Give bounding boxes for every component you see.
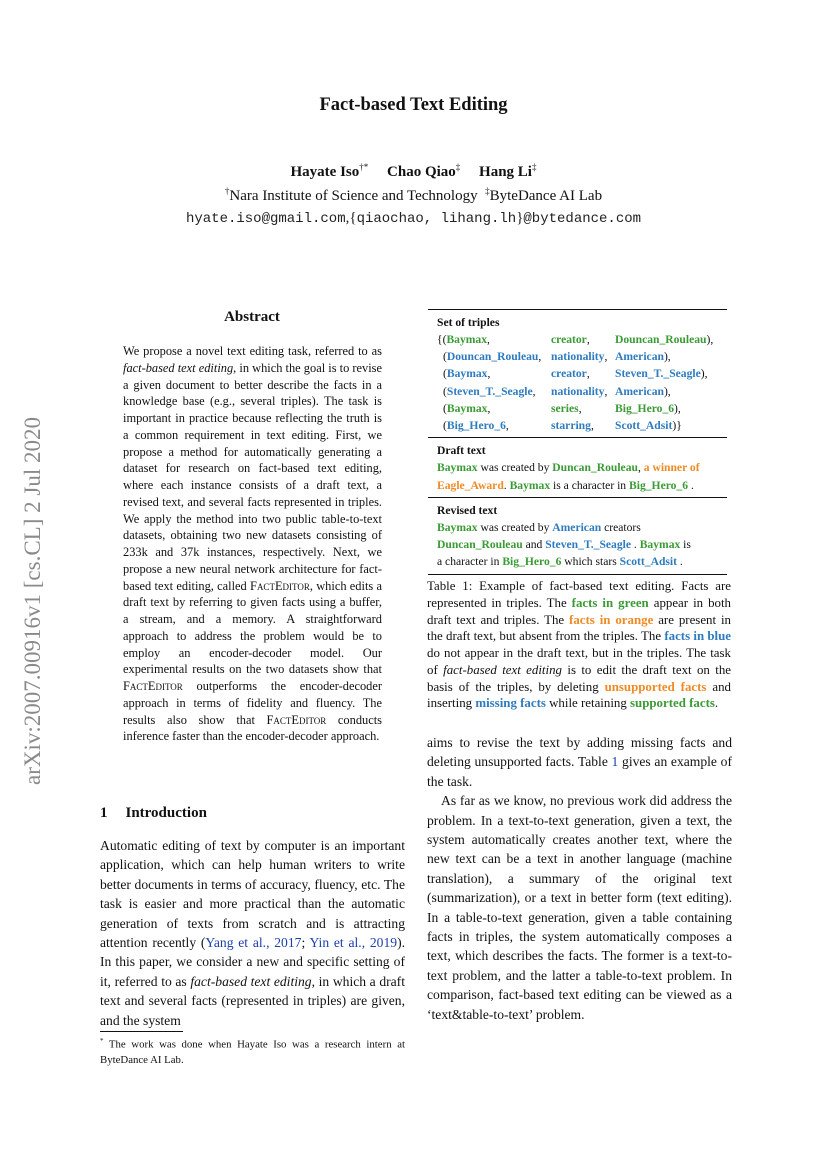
revised-heading: Revised text [437, 503, 498, 517]
triple-predicate: starring [551, 419, 591, 433]
footnote [100, 1034, 405, 1068]
author [479, 164, 536, 180]
right-column-text [427, 733, 732, 1024]
citation-link[interactable]: 1 [611, 754, 619, 770]
paper-title: Fact-based Text Editing [319, 95, 508, 115]
email: hyate.iso@gmail.com [185, 211, 346, 227]
triple: {(Baymax, creator, Douncan_Rouleau), [437, 333, 714, 346]
revised-text [437, 519, 718, 571]
triple-object: Scott_Adsit [615, 419, 673, 433]
text-run: Duncan_Rouleau [437, 538, 523, 552]
table-1 [428, 309, 727, 575]
author-name: Chao Qiao [387, 164, 456, 180]
text-run: creators [601, 520, 641, 534]
triple-predicate: creator [551, 333, 587, 346]
triple-object: Big_Hero_6 [615, 401, 675, 415]
section-number: 1 [100, 805, 108, 821]
text-run: a winner of [643, 461, 700, 475]
text-run: , in which the goal is to revise a given document to better describe the facts in a knowledge base (e.g., several triples). The task is important in practice because reflecting the truth is a common requirement in text editing. First, we propose a method for automatically generating a dataset for research on fact-based text editing, where each instance consists of a draft text, a revised text, and several facts represented in triples. We apply the method into two public table-to-text datasets, obtaining two new datasets consisting of 233k and 37k instances, respectively. Next, we propose a new neural network architecture for fact-based text editing, called [123, 360, 382, 593]
revised-section [428, 498, 727, 574]
text-line [437, 459, 718, 476]
text-run: a character in [437, 555, 503, 569]
text-run: fact-based text editing [443, 662, 562, 677]
affil-mark: ‡ [485, 186, 490, 196]
table-caption [427, 578, 731, 712]
text-run: FactEditor [123, 679, 183, 693]
footnote-mark: * [100, 1037, 104, 1045]
text-run: Duncan_Rouleau [552, 461, 638, 475]
triples-list [437, 331, 718, 434]
text-run: American [552, 520, 602, 534]
text-run: . [714, 696, 719, 711]
text-run: Baymax [437, 520, 478, 534]
paragraph [427, 791, 732, 1024]
author-emails: hyate.iso@gmail.com,{qiaochao, lihang.lh}@bytedance.com [185, 210, 642, 227]
draft-section [428, 438, 727, 497]
email-domain: @bytedance.com [523, 211, 642, 227]
triple-predicate: nationality [551, 350, 605, 364]
triple-subject: Steven_T._Seagle [446, 384, 533, 398]
author [387, 164, 460, 180]
author-mark: ‡ [455, 162, 461, 172]
text-run: fact-based text editing [190, 973, 312, 989]
triple-predicate: series [551, 401, 579, 415]
text-run: outperforms the encoder-decoder approach in terms of fidelity and fluency. The results also show that [123, 679, 382, 727]
citation-link[interactable]: Yin et al., 2019 [309, 935, 398, 951]
text-run: supported facts [630, 696, 715, 711]
triple-subject: Baymax [446, 333, 488, 346]
draft-text [437, 459, 718, 494]
triple-object: Steven_T._Seagle [615, 367, 701, 381]
text-run: aims to revise the text by adding missing facts and deleting unsupported facts. Table [427, 735, 732, 770]
footnote-text: The work was done when Hayate Iso was a research intern at ByteDance AI Lab. [100, 1038, 405, 1066]
triple-subject: Douncan_Rouleau [446, 350, 539, 364]
text-run: , which edits a draft text by referring to given facts using a buffer, a stream, and a memory. A straightforward approach to address the problem would be to employ an encoder-decoder model. Our experimental results on the two datasets show that [123, 578, 382, 677]
text-run: Baymax [509, 478, 551, 492]
text-run: ). In this paper, we consider a new and specific setting of it, referred to as [100, 935, 405, 989]
abstract-heading: Abstract [224, 309, 280, 325]
text-run: facts in blue [664, 629, 732, 644]
text-run: FactEditor [266, 712, 327, 727]
text-run: As far as we know, no previous work did address the problem. In a text-to-text generation, given a text, the system automatically creates another text, where the new text can be a text in another language (machine translation), a summary of the original text (summarization), or a text in better form (text editing). In a table-to-text generation, given a table containing facts in triples, the system automatically composes a text, which describes the facts. The former is a text-to-text problem, and the latter a table-to-text problem. In comparison, fact-based text editing can be viewed as a ‘text&table-to-text’ problem. [427, 793, 732, 1022]
text-run: Big_Hero_6 [629, 478, 689, 492]
text-run: facts in orange [569, 612, 654, 627]
triple-subject: Big_Hero_6 [446, 419, 506, 433]
text-run: , in which a draft text and several facts (represented in triples) are given, and the system [100, 973, 405, 1028]
introduction-paragraph [100, 836, 405, 1030]
text-run: Baymax [437, 461, 478, 475]
text-line [437, 553, 718, 570]
text-run: . [688, 478, 694, 492]
paragraph [427, 733, 732, 791]
triple-predicate: creator [551, 367, 587, 381]
affiliation: Nara Institute of Science and Technology [229, 188, 478, 204]
triple: (Douncan_Rouleau, nationality, American), [443, 350, 671, 364]
text-run: are present in the draft text, but absent from the triples. The [427, 612, 732, 644]
triple-predicate: nationality [551, 384, 605, 398]
text-run: and [522, 538, 546, 552]
triple-object: American [615, 384, 664, 398]
text-run: . [631, 538, 640, 552]
text-run: missing facts [475, 696, 546, 711]
text-run: was created by [477, 461, 553, 475]
text-run: Eagle_Award [437, 478, 504, 492]
text-run: , [637, 461, 644, 475]
author-name: Hang Li [479, 164, 532, 180]
text-run: ; [301, 935, 310, 951]
text-run: conducts inference faster than the encoder-decoder approach. [123, 712, 382, 744]
text-line [437, 477, 718, 494]
affiliations [0, 186, 827, 205]
text-run: gives an example of the task. [427, 754, 732, 789]
triple-subject: Baymax [446, 367, 488, 381]
email-separator: , [345, 210, 350, 226]
text-run: while retaining [545, 696, 631, 711]
email-group: qiaochao, lihang.lh [356, 211, 517, 227]
text-run: . [676, 555, 683, 569]
text-run: FactEditor [250, 578, 310, 593]
affil-mark: † [224, 186, 230, 196]
text-line [437, 519, 718, 536]
text-run: fact-based text editing [123, 360, 234, 375]
abstract-body [123, 343, 382, 745]
triple-subject: Baymax [446, 401, 488, 415]
author [291, 164, 369, 180]
citation-link[interactable]: Yang et al., 2017 [205, 935, 302, 951]
text-run: Table 1: Example of fact-based text editing. Facts are represented in triples. The [427, 579, 731, 610]
text-run: is a character in [550, 478, 629, 492]
draft-heading: Draft text [437, 444, 486, 458]
text-run: Automatic editing of text by computer is an important application, which can help human writers to write better documents in terms of accuracy, fluency, etc. The task is easier and more practical than the automatic generation of texts from scratch and is attracting attention recently ( [100, 838, 405, 951]
text-run: Big_Hero_6 [502, 555, 562, 569]
text-line [437, 536, 718, 553]
triple: (Baymax, series, Big_Hero_6), [443, 401, 681, 415]
section-title: Introduction [125, 805, 207, 821]
author-mark: †* [359, 162, 369, 172]
author-list [0, 162, 827, 181]
text-run: appear in both draft text and triples. The [427, 595, 732, 627]
author-mark: ‡ [531, 162, 537, 172]
text-run: and inserting [427, 679, 731, 711]
triples-heading: Set of triples [437, 316, 500, 329]
footnote-rule [100, 1031, 183, 1032]
triple: (Big_Hero_6, starring, Scott_Adsit)} [443, 419, 682, 433]
text-run: is to edit the draft text on the basis of the triples, by deleting [427, 662, 731, 694]
author-name: Hayate Iso [290, 164, 360, 180]
text-run: is [680, 538, 691, 552]
affiliation: ByteDance AI Lab [489, 188, 603, 204]
text-run: We propose a novel text editing task, referred to as [123, 344, 382, 358]
text-run: Scott_Adsit [619, 555, 677, 569]
section-heading-introduction [100, 805, 225, 822]
text-run: . [503, 478, 510, 492]
triple: (Baymax, creator, Steven_T._Seagle), [443, 367, 708, 381]
arxiv-stamp: arXiv:2007.00916v1 [cs.CL] 2 Jul 2020 [20, 417, 45, 785]
text-run: Steven_T._Seagle [545, 538, 631, 552]
text-run: unsupported facts [604, 679, 707, 694]
triple-object: Douncan_Rouleau [615, 333, 707, 346]
text-run: Baymax [639, 538, 681, 552]
text-run: was created by [477, 520, 553, 534]
triple: (Steven_T._Seagle, nationality, American), [443, 384, 671, 398]
text-run: do not appear in the draft text, but in the triples. The task of [427, 646, 731, 677]
text-run: which stars [561, 555, 620, 569]
text-run: facts in green [571, 595, 649, 610]
triple-object: American [615, 350, 664, 364]
triples-section [428, 310, 727, 437]
